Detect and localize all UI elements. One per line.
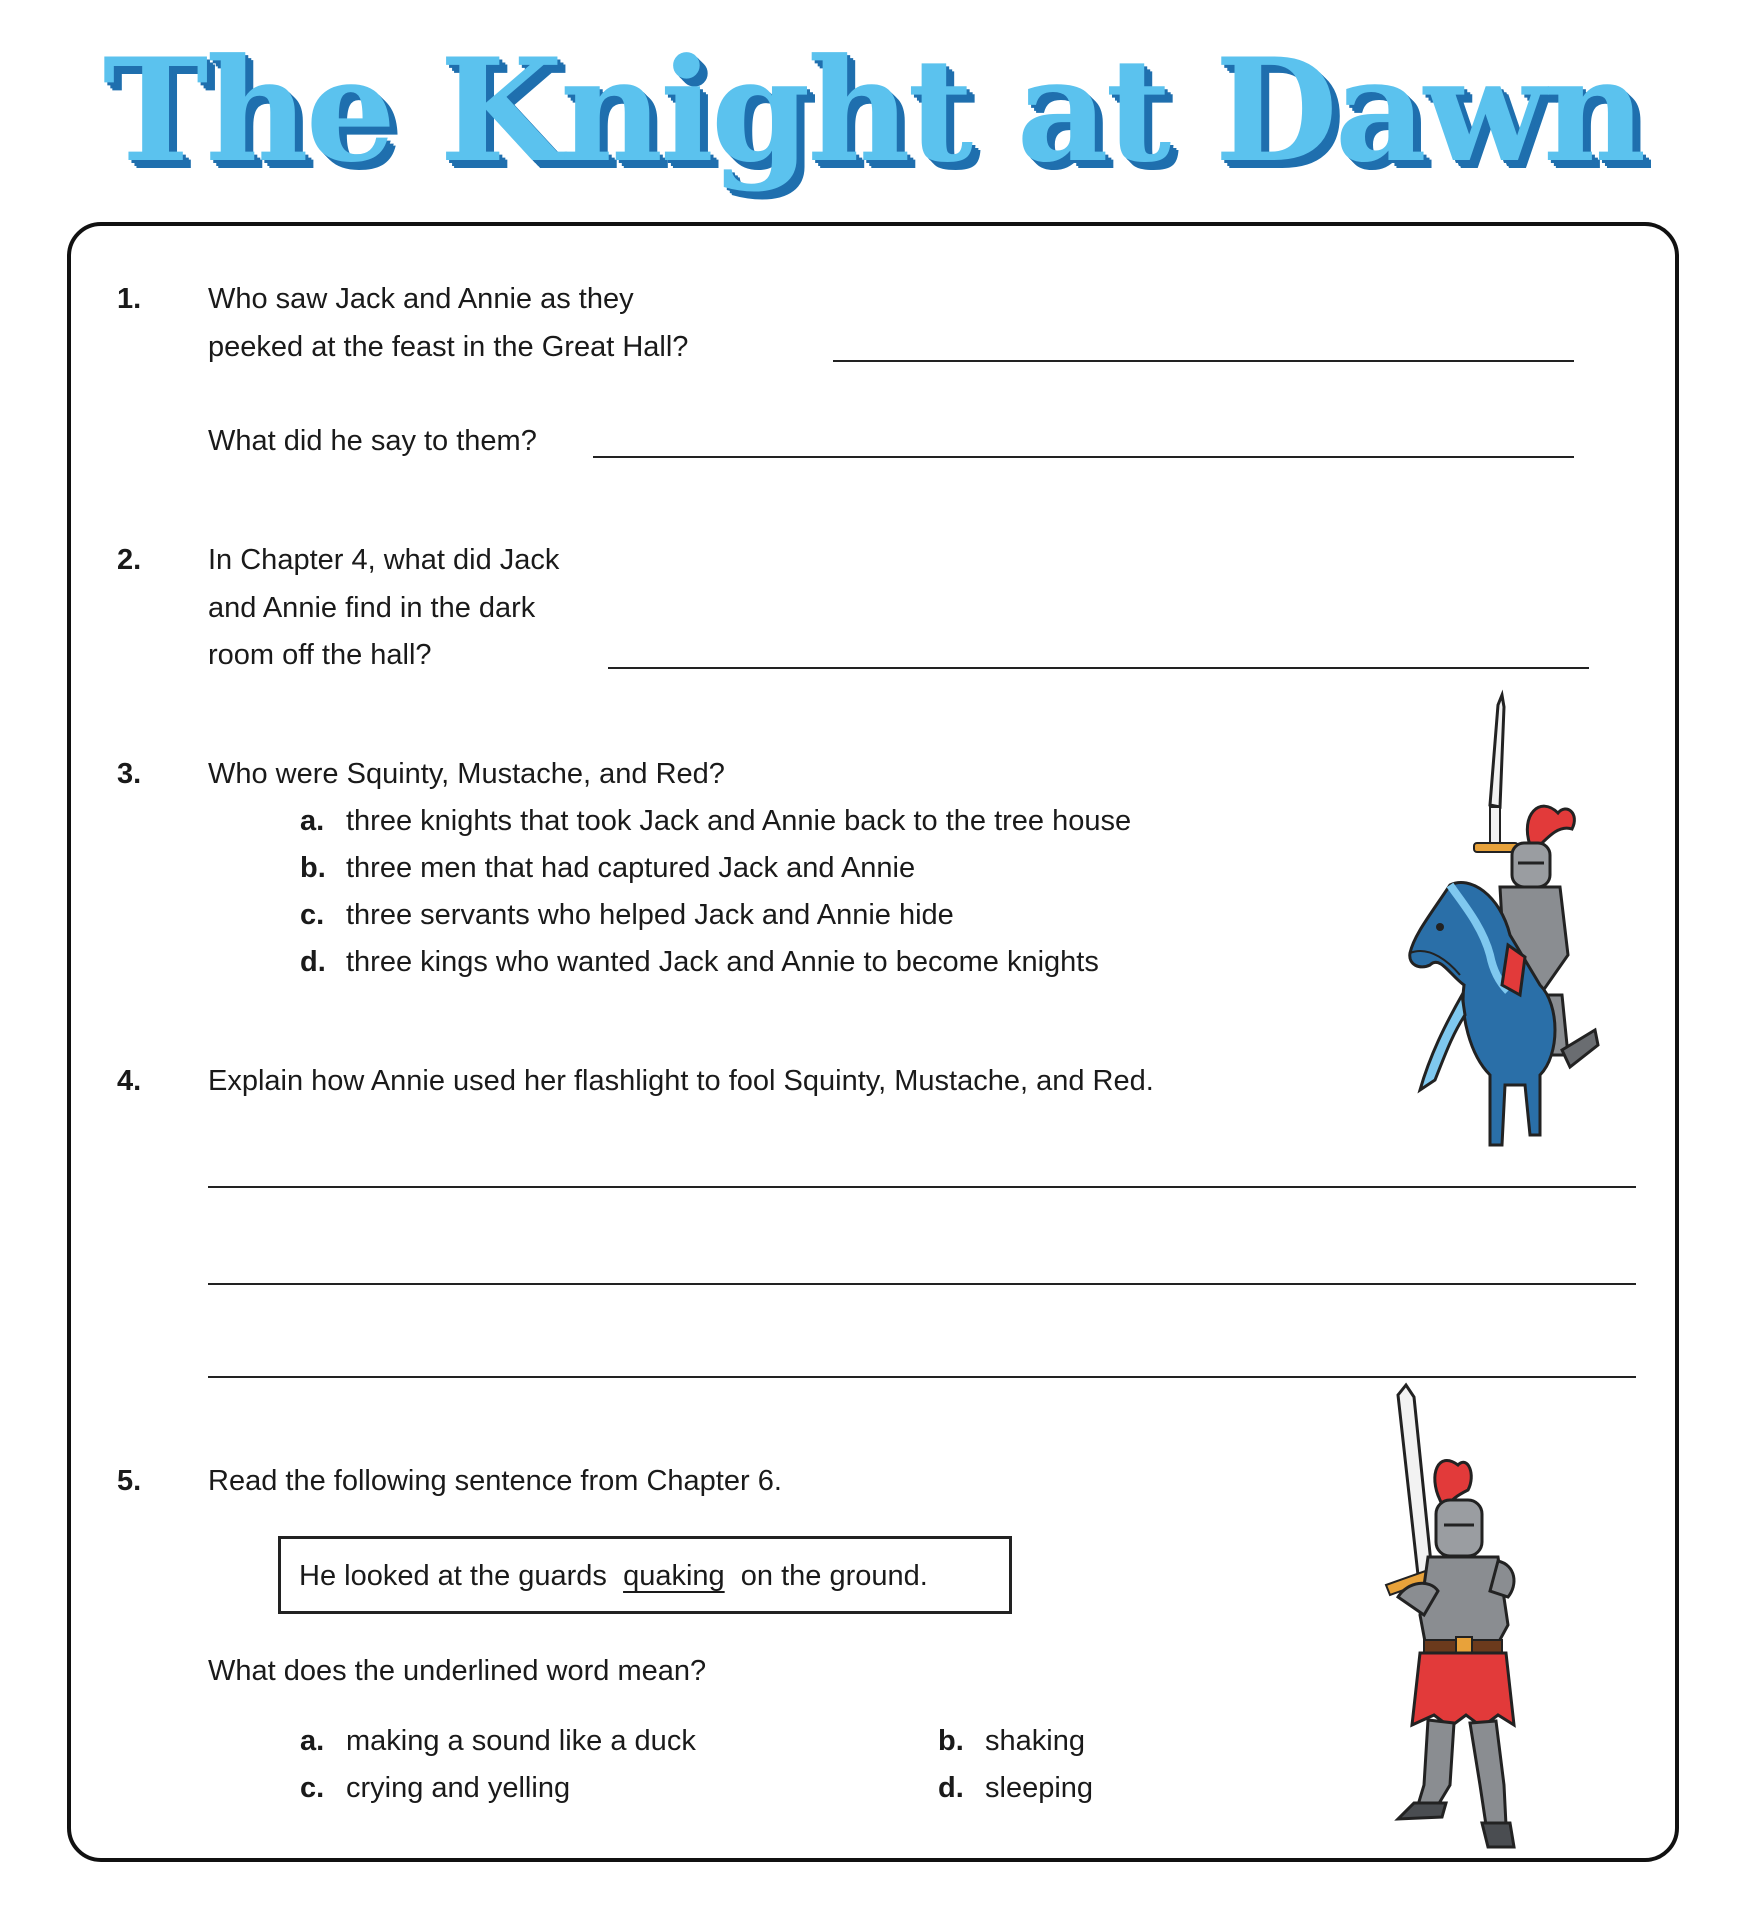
- q2-text-line3: room off the hall?: [208, 639, 432, 671]
- q1-answer-line[interactable]: [833, 360, 1574, 362]
- q5-option-c-text[interactable]: crying and yelling: [346, 1772, 571, 1804]
- q2-text-line1: In Chapter 4, what did Jack: [208, 544, 560, 576]
- q5-sentence: [299, 1562, 928, 1591]
- q5-option-b-label[interactable]: b.: [938, 1725, 964, 1757]
- q4-answer-line-3[interactable]: [208, 1376, 1636, 1378]
- q5-question: What does the underlined word mean?: [208, 1655, 707, 1687]
- q5-option-a-label[interactable]: a.: [300, 1725, 325, 1757]
- q3-option-d-label[interactable]: d.: [300, 946, 326, 978]
- q5-sentence-before: He looked at the guards: [299, 1560, 607, 1592]
- q4-text: Explain how Annie used her flashlight to fool Squinty, Mustache, and Red.: [208, 1065, 1154, 1097]
- q2-text-line2: and Annie find in the dark: [208, 592, 536, 624]
- standing-knight-illustration: [1358, 1385, 1518, 1855]
- q3-option-a-text[interactable]: three knights that took Jack and Annie back to the tree house: [346, 805, 1132, 837]
- q4-answer-line-1[interactable]: [208, 1186, 1636, 1188]
- q5-option-d-label[interactable]: d.: [938, 1772, 964, 1804]
- q3-option-b-text[interactable]: three men that had captured Jack and Annie: [346, 852, 916, 884]
- q2-number: 2.: [117, 544, 142, 576]
- q5-text: Read the following sentence from Chapter 6.: [208, 1465, 782, 1497]
- q5-underlined-word: quaking: [623, 1560, 725, 1592]
- q5-sentence-after: on the ground.: [740, 1560, 928, 1592]
- q5-option-d-text[interactable]: sleeping: [985, 1772, 1094, 1804]
- worksheet-title: The Knight at Dawn: [102, 28, 1644, 194]
- q1-text-line1: Who saw Jack and Annie as they: [208, 283, 634, 315]
- q5-option-c-label[interactable]: c.: [300, 1772, 325, 1804]
- q5-option-a-text[interactable]: making a sound like a duck: [346, 1725, 696, 1757]
- q1-text-line2: peeked at the feast in the Great Hall?: [208, 331, 689, 363]
- q4-answer-line-2[interactable]: [208, 1283, 1636, 1285]
- q1-followup-text: What did he say to them?: [208, 425, 537, 457]
- q3-text: Who were Squinty, Mustache, and Red?: [208, 758, 725, 790]
- knight-on-horse-illustration: [1390, 695, 1600, 1165]
- q2-answer-line[interactable]: [608, 667, 1589, 669]
- q3-number: 3.: [117, 758, 142, 790]
- q3-option-a-label[interactable]: a.: [300, 805, 325, 837]
- q5-number: 5.: [117, 1465, 142, 1497]
- q3-option-d-text[interactable]: three kings who wanted Jack and Annie to become knights: [346, 946, 1099, 978]
- q4-number: 4.: [117, 1065, 142, 1097]
- q5-option-b-text[interactable]: shaking: [985, 1725, 1085, 1757]
- q3-option-b-label[interactable]: b.: [300, 852, 326, 884]
- q3-option-c-label[interactable]: c.: [300, 899, 325, 931]
- q3-option-c-text[interactable]: three servants who helped Jack and Annie hide: [346, 899, 954, 931]
- q1-number: 1.: [117, 283, 142, 315]
- q1-followup-answer-line[interactable]: [593, 456, 1574, 458]
